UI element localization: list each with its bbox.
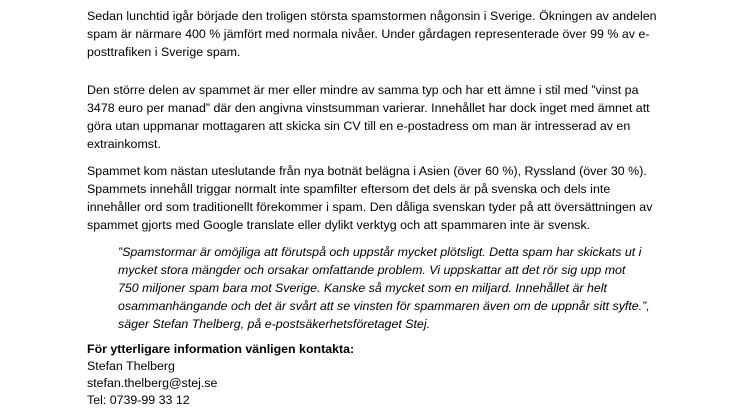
contact-name: Stefan Thelberg [87, 359, 175, 373]
paragraph-intro [87, 7, 667, 61]
quote-line: säger Stefan Thelberg, på e-postsäkerhetsföretaget Stej. [118, 317, 431, 331]
paragraph-line: göra utan uppmanar mottagaren att skicka sin CV till en e-postadress om man är intresserad av en [87, 119, 631, 133]
contact-block [87, 341, 354, 409]
quote-line: mycket stora mängder och orsakar omfattande problem. Vi uppskattar att det rör sig upp mot [118, 263, 626, 277]
paragraph-line: spam är närmare 400 % jämfört med normala nivåer. Under gårdagen representerade över 99 % av e- [87, 27, 650, 41]
paragraph-line: posttrafiken i Sverige spam. [87, 45, 241, 59]
paragraph-line: Den större delen av spammet är mer eller mindre av samma typ och har ett ämne i stil med ”vinst pa [87, 83, 639, 97]
quote-line: osammanhängande och det är svårt att se vinsten för spammaren även om de uppnår sitt syfte.”, [118, 299, 650, 313]
paragraph-line: Spammets innehåll triggar normalt inte spamfilter eftersom det dels är på svenska och dels inte [87, 182, 611, 196]
paragraph-line: Sedan lunchtid igår började den troligen största spamstormen någonsin i Sverige. Ökningen av andelen [87, 9, 657, 23]
contact-heading: För ytterligare information vänligen kontakta: [87, 342, 355, 356]
paragraph-line: spammet gjorts med Google translate eller dylikt verktyg och att spammaren inte är svensk. [87, 218, 591, 232]
paragraph-line: extrainkomst. [87, 137, 161, 151]
contact-phone: Tel: 0739-99 33 12 [87, 393, 190, 407]
paragraph-line: innehåller ord som traditionellt förekommer i spam. Den dåliga svenskan tyder på att översättningen av [87, 200, 653, 214]
spokesperson-quote [118, 243, 678, 333]
paragraph-line: 3478 euro per manad” där den angivna vinstsumman varierar. Innehållet har dock inget med ämnet att [87, 101, 650, 115]
quote-line: ”Spamstormar är omöjliga att förutspå och uppstår mycket plötsligt. Detta spam har skickats ut i [118, 245, 642, 259]
contact-email: stefan.thelberg@stej.se [87, 376, 218, 390]
paragraph-line: Spammet kom nästan uteslutande från nya botnät belägna i Asien (över 60 %), Ryssland (över 30 %). [87, 164, 647, 178]
quote-line: 750 miljoner spam bara mot Sverige. Kanske så mycket som en miljard. Innehållet är helt [118, 281, 607, 295]
paragraph-spam-origin [87, 162, 667, 234]
paragraph-spam-type [87, 81, 667, 153]
